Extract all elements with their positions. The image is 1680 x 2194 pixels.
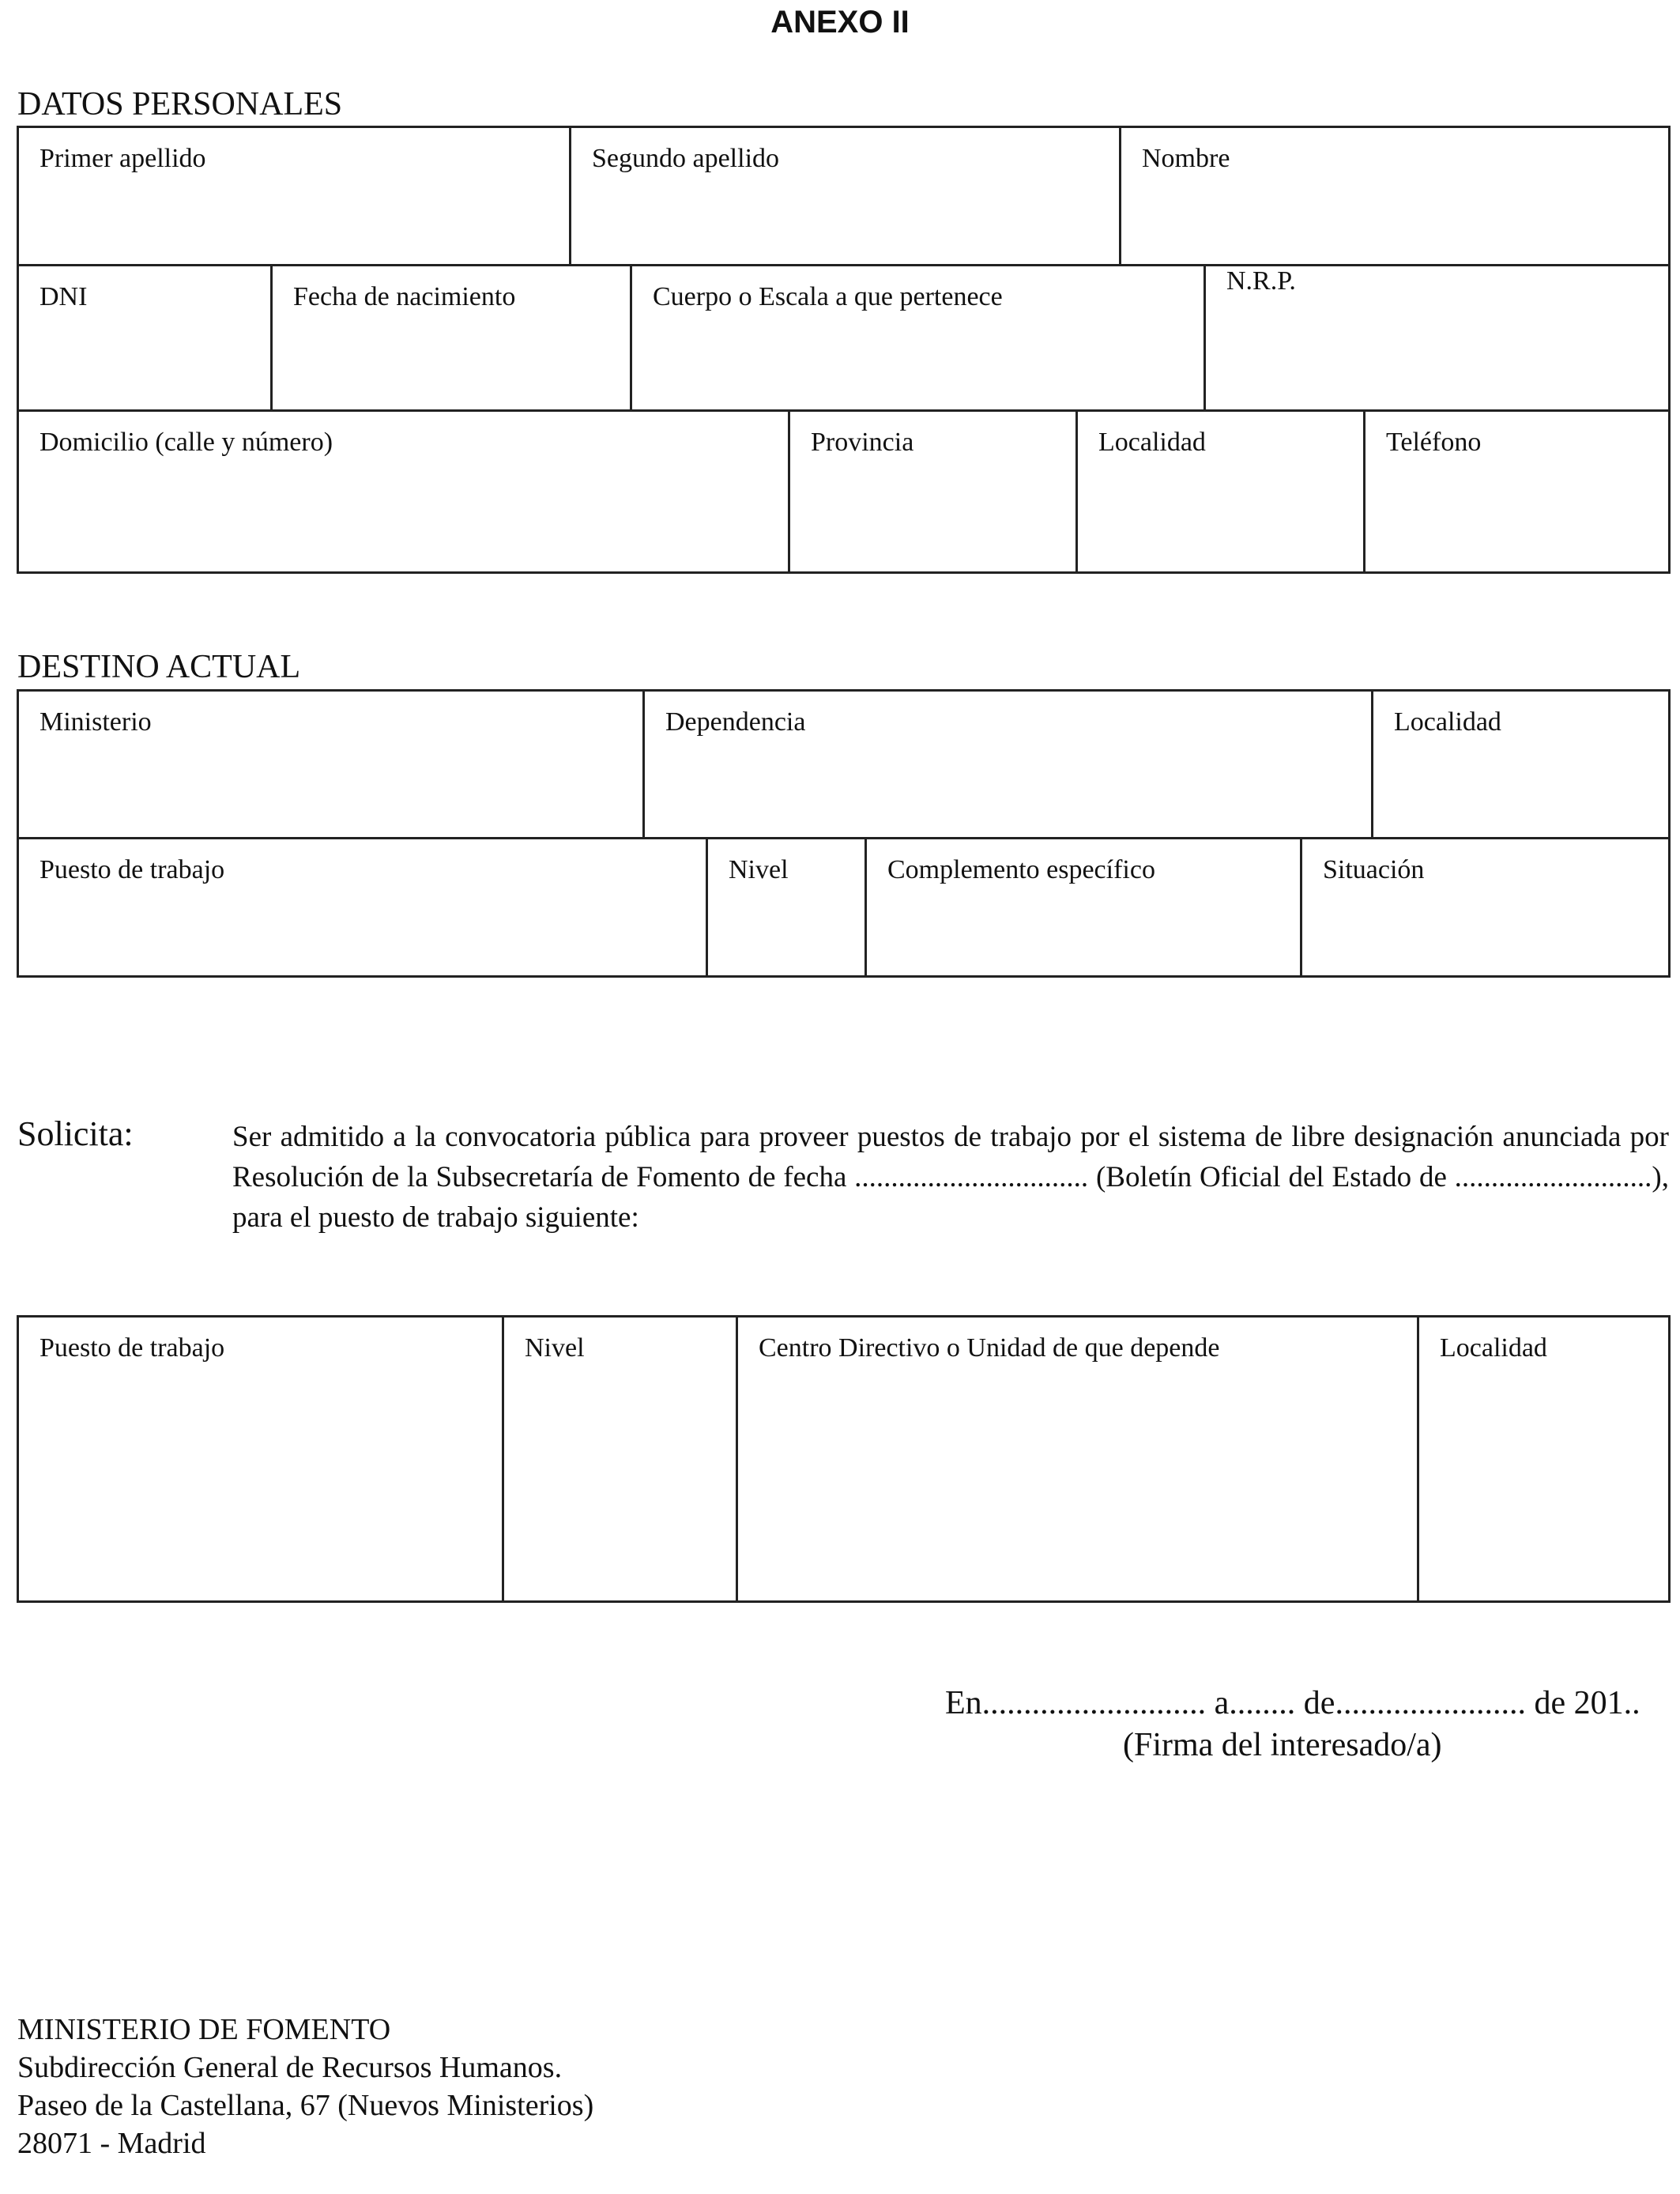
field-localidad-solicitada[interactable] (1419, 1318, 1671, 1603)
address-line: Paseo de la Castellana, 67 (Nuevos Ministerios) (17, 2089, 594, 2122)
field-label: Provincia (811, 428, 914, 457)
field-localidad-destino[interactable] (1373, 692, 1671, 839)
solicita-text: Ser admitido a la convocatoria pública para proveer puestos de trabajo por el sistema de libre designación anunciada por Resolución de la Subsecretaría de Fomento de fecha ................................ (Boletín Oficial del Estado de ...........................), para el puesto de trabajo siguiente: (232, 1121, 1669, 1234)
field-ministerio[interactable] (19, 692, 645, 839)
section-heading-destino-actual: DESTINO ACTUAL (17, 649, 301, 685)
field-label: Fecha de nacimiento (293, 282, 516, 311)
field-label: Teléfono (1386, 428, 1482, 457)
field-provincia[interactable] (790, 412, 1078, 574)
field-label: Localidad (1394, 707, 1501, 737)
field-domicilio[interactable] (19, 412, 790, 574)
field-label: Primer apellido (40, 144, 206, 173)
field-primer-apellido[interactable] (19, 128, 571, 266)
field-cuerpo-escala[interactable] (632, 266, 1206, 412)
field-centro-directivo[interactable] (738, 1318, 1419, 1603)
field-label: N.R.P. (1226, 266, 1296, 296)
field-puesto-trabajo-actual[interactable] (19, 839, 708, 978)
datos-personales-table (17, 126, 1671, 574)
field-label: Nombre (1142, 144, 1230, 173)
field-nombre[interactable] (1121, 128, 1671, 266)
field-complemento-especifico[interactable] (867, 839, 1302, 978)
field-label: Cuerpo o Escala a que pertenece (653, 282, 1003, 311)
field-label: Centro Directivo o Unidad de que depende (759, 1333, 1220, 1363)
field-label: Localidad (1098, 428, 1206, 457)
field-nivel-solicitado[interactable] (504, 1318, 738, 1603)
place-date-line: En........................... a........ de....................... de 201.. (945, 1685, 1640, 1721)
field-label: Nivel (729, 855, 789, 884)
address-line: Subdirección General de Recursos Humanos. (17, 2051, 563, 2084)
field-segundo-apellido[interactable] (571, 128, 1121, 266)
address-line: 28071 - Madrid (17, 2127, 206, 2160)
address-line: MINISTERIO DE FOMENTO (17, 2013, 391, 2046)
document-title: ANEXO II (770, 5, 910, 40)
field-label: Ministerio (40, 707, 152, 737)
field-label: Nivel (525, 1333, 585, 1363)
field-localidad[interactable] (1078, 412, 1365, 574)
field-label: Complemento específico (887, 855, 1155, 884)
field-label: Localidad (1440, 1333, 1547, 1363)
ministry-address (17, 2011, 593, 2162)
section-heading-datos-personales: DATOS PERSONALES (17, 86, 343, 123)
field-nivel-actual[interactable] (708, 839, 867, 978)
field-label: Situación (1323, 855, 1425, 884)
field-label: DNI (40, 282, 88, 311)
field-label: Dependencia (665, 707, 806, 737)
puesto-solicitado-table (17, 1315, 1671, 1603)
field-fecha-nacimiento[interactable] (273, 266, 632, 412)
field-label: Domicilio (calle y número) (40, 428, 333, 457)
field-situacion[interactable] (1302, 839, 1671, 978)
field-telefono[interactable] (1365, 412, 1671, 574)
solicita-label: Solicita: (17, 1114, 134, 1153)
field-dependencia[interactable] (645, 692, 1373, 839)
field-puesto-trabajo-solicitado[interactable] (19, 1318, 504, 1603)
destino-actual-table (17, 689, 1671, 978)
field-nrp[interactable] (1206, 266, 1671, 412)
field-label: Segundo apellido (592, 144, 780, 173)
field-dni[interactable] (19, 266, 273, 412)
field-label: Puesto de trabajo (40, 1333, 225, 1363)
field-label: Puesto de trabajo (40, 855, 225, 884)
signature-caption: (Firma del interesado/a) (1123, 1727, 1442, 1763)
